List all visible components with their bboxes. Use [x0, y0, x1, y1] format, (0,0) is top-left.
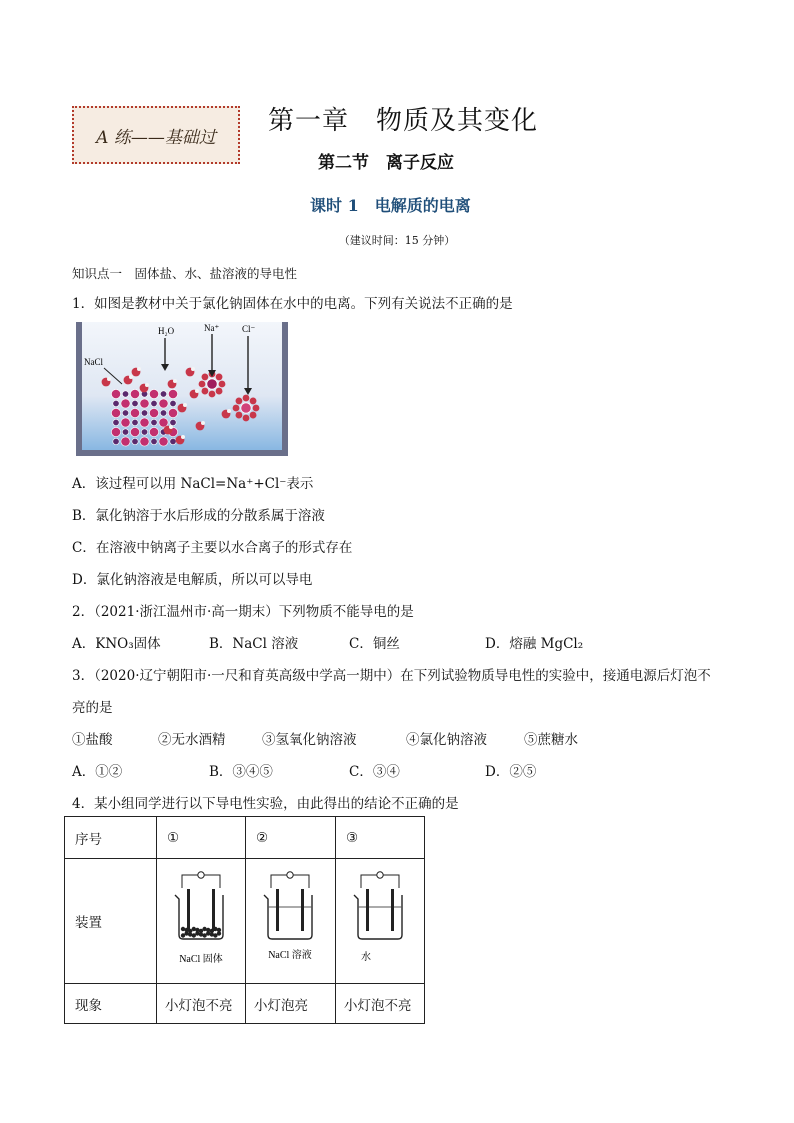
- q3-item-5: ⑤蔗糖水: [524, 732, 578, 748]
- table-row: [65, 984, 425, 1024]
- q3-item-3: ③氢氧化钠溶液: [262, 732, 357, 748]
- q4-stem: 4．某小组同学进行以下导电性实验，由此得出的结论不正确的是: [72, 796, 459, 812]
- q3-option-d: D．②⑤: [485, 764, 537, 780]
- badge-text: A 练——基础过: [96, 127, 216, 148]
- q3-option-c: C．③④: [349, 764, 400, 780]
- q1-option-d: D．氯化钠溶液是电解质，所以可以导电: [72, 572, 313, 588]
- q1-option-b: B．氯化钠溶于水后形成的分散系属于溶液: [72, 508, 325, 524]
- label-nacl: NaCl: [84, 357, 103, 367]
- table-row: [65, 859, 425, 984]
- chapter-title: 第一章 物质及其变化: [268, 106, 539, 136]
- apparatus-cell-3: [336, 859, 425, 984]
- q2-stem: 2．（2021·浙江温州市·高一期末）下列物质不能导电的是: [72, 604, 414, 620]
- q2-option-d: D．熔融 MgCl₂: [485, 636, 584, 652]
- q3-item-1: ①盐酸: [72, 732, 113, 748]
- label-h2o: H₂O: [158, 326, 175, 336]
- phenomenon-1: 小灯泡不亮: [157, 984, 246, 1024]
- q3-options: [72, 760, 536, 780]
- beaker-solid-nacl-icon: [157, 859, 245, 979]
- table-row: [65, 817, 425, 859]
- apparatus-label-1: NaCl 固体: [179, 954, 223, 965]
- col-header-2: ②: [246, 817, 336, 859]
- knowledge-point-heading: 知识点一 固体盐、水、盐溶液的导电性: [72, 266, 298, 281]
- apparatus-label-2: NaCl 溶液: [268, 950, 312, 961]
- q1-option-a: A．该过程可以用 NaCl=Na⁺+Cl⁻表示: [72, 476, 314, 492]
- experiment-table: [64, 816, 425, 1024]
- q3-item-2: ②无水酒精: [158, 732, 226, 748]
- time-hint: （建议时间：15 分钟）: [338, 234, 456, 247]
- q1-stem: 1．如图是教材中关于氯化钠固体在水中的电离。下列有关说法不正确的是: [72, 296, 513, 312]
- beaker-nacl-solution-icon: [246, 859, 334, 979]
- q2-option-b: B．NaCl 溶液: [209, 636, 299, 652]
- row-header-number: 序号: [65, 817, 157, 859]
- label-na-ion: Na⁺: [204, 323, 220, 333]
- q2-option-c: C．铜丝: [349, 636, 400, 652]
- practice-badge: [72, 106, 240, 164]
- row-header-apparatus: 装置: [65, 859, 157, 984]
- q3-option-b: B．③④⑤: [209, 764, 273, 780]
- col-header-1: ①: [157, 817, 246, 859]
- q1-option-c: C．在溶液中钠离子主要以水合离子的形式存在: [72, 540, 353, 556]
- apparatus-cell-1: [157, 859, 246, 984]
- row-header-phenomenon: 现象: [65, 984, 157, 1024]
- q3-stem-line1: 3．（2020·辽宁朝阳市·一尺和育英高级中学高一期中）在下列试验物质导电性的实验中，接通电源后灯泡不: [72, 668, 711, 684]
- q2-options: [72, 632, 583, 652]
- apparatus-label-3: 水: [361, 952, 371, 963]
- phenomenon-2: 小灯泡亮: [246, 984, 336, 1024]
- apparatus-cell-2: [246, 859, 336, 984]
- lesson-title: 课时 1 电解质的电离: [310, 196, 471, 215]
- q3-option-a: A．①②: [72, 764, 123, 780]
- q3-stem-line2: 亮的是: [72, 700, 113, 716]
- q3-item-4: ④氯化钠溶液: [406, 732, 487, 748]
- label-cl-ion: Cl⁻: [242, 324, 256, 334]
- q3-items: [72, 728, 578, 748]
- nacl-dissolution-figure: [76, 322, 288, 456]
- section-title: 第二节 离子反应: [318, 153, 454, 173]
- phenomenon-3: 小灯泡不亮: [336, 984, 425, 1024]
- col-header-3: ③: [336, 817, 425, 859]
- beaker-water-icon: [336, 859, 424, 979]
- q2-option-a: A．KNO₃固体: [72, 636, 161, 652]
